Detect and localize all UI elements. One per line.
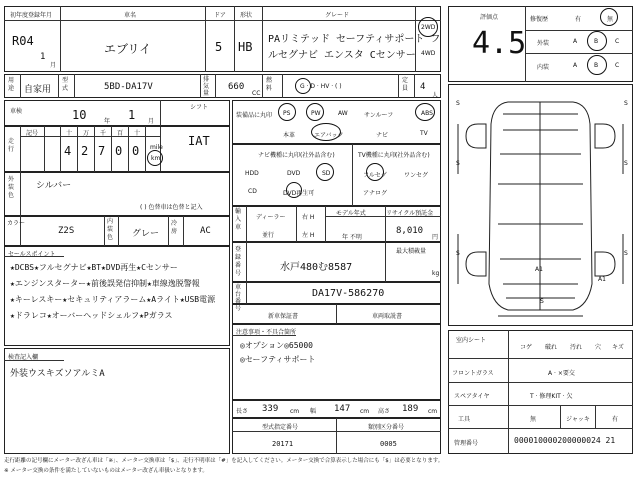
mileage-place-1: 万	[83, 130, 90, 137]
displacement-label: 排気量	[203, 76, 210, 97]
diagram-s-2: S	[624, 100, 628, 107]
inspection-year-unit: 年	[104, 118, 111, 125]
mileage-label: 走行	[8, 138, 15, 153]
model-no-value: 20171	[272, 440, 294, 448]
exterior-label: 外装	[537, 40, 550, 47]
sales-points-label: セールスポイント	[8, 251, 56, 258]
color-code-value: Z2S	[58, 226, 75, 236]
width-unit: cm	[360, 408, 370, 415]
inspector-notes	[4, 348, 230, 454]
footer-line1: 走行距離の記号欄にメーター改ざん車は「※」、メーター交換車は「$」、走行不明車は「#」を記入してください。メーター交換で合算表示した場合にも「$」は必要となります。	[4, 458, 444, 464]
score-value: 4.5	[472, 26, 527, 61]
drive-2wd-circle	[418, 17, 438, 37]
notes-label: 注意事項・不具合箇所	[236, 329, 297, 336]
height-unit: cm	[428, 408, 438, 415]
shift-label: シフト	[190, 104, 209, 111]
seat-opt-kizu: キズ	[612, 344, 624, 351]
navi-label: ナビ機種に丸印	[258, 152, 301, 159]
jack-label: ジャッキ	[566, 416, 590, 423]
navi-opt-cd: CD	[248, 188, 257, 195]
mileage-km-circle	[147, 150, 163, 166]
tv-note: (社外品含む)	[395, 152, 430, 159]
class-no-value: 0005	[380, 440, 397, 448]
height-label: 高さ	[378, 408, 391, 415]
sales-line-4: ★ドラレコ★オーバーヘッドシェルフ★Pガラス	[10, 311, 173, 320]
diagram-s-4: S	[624, 160, 628, 167]
equip-abs: ABS	[421, 110, 433, 117]
length-value: 339	[262, 404, 279, 414]
fuel-options: G · D · HV · ( )	[300, 83, 342, 90]
diagram-mark-a1-2: A1	[598, 276, 606, 283]
first-reg-year: R04	[12, 34, 34, 48]
length-label: 長さ	[236, 408, 249, 415]
import-parallel: 並行	[262, 232, 275, 239]
doors-label: ドア	[214, 12, 226, 19]
import-left: 左 H	[302, 232, 315, 239]
ac-label: 冷房	[171, 220, 178, 235]
spare-value: T · 修理KIT · 欠	[530, 393, 573, 400]
car-name-label: 車名	[124, 12, 137, 19]
recycle-label: リサイクル預託金	[386, 210, 434, 217]
first-reg-month-unit: 月	[50, 62, 57, 69]
chassis-label: 車台番号	[235, 284, 242, 312]
equip-pw-circle	[306, 103, 324, 121]
car-outline-svg	[448, 84, 633, 326]
model-year-label: モデル年式	[336, 210, 366, 217]
notes-line-1: ◎オプション◎65000	[240, 341, 313, 350]
equip-aw: AW	[338, 110, 348, 117]
max-load-label: 最大積載量	[396, 248, 427, 255]
sales-line-2: ★エンジンスターター★前後誤発信抑制★車線逸脱警報	[10, 279, 200, 288]
navi-dvdplay-circle	[286, 182, 302, 198]
equipment-label: 装備品に丸印	[236, 112, 273, 119]
interior-color-value: グレー	[132, 229, 160, 239]
doors-value: 5	[215, 40, 223, 54]
grade-line2: ルセグナビ エンスタ Cセンサー	[268, 50, 416, 61]
interior-opt-a: A	[573, 62, 578, 69]
fuel-label: 燃料	[266, 77, 273, 92]
inspection-month-unit: 月	[148, 118, 155, 125]
displacement-value: 660	[228, 82, 245, 92]
class-no-label: 類別区分番号	[368, 424, 405, 431]
diagram-s-3: S	[456, 160, 460, 167]
color-code-label: カラー	[7, 220, 26, 227]
mileage-place-4: 十	[134, 130, 141, 137]
diagram-s-5: S	[456, 250, 460, 257]
tools-value: 無	[530, 416, 537, 423]
color-label: 外装色	[8, 176, 15, 199]
width-label: 幅	[310, 408, 317, 415]
vehicle-manual: 車両取説書	[372, 313, 403, 320]
navi-opt-dvd-play: DVD再生可	[283, 190, 315, 197]
navi-opt-sd: SD	[322, 170, 331, 177]
repair-opt-no: 無	[607, 16, 614, 23]
front-glass-value: A · ×要交	[548, 370, 575, 377]
exterior-opt-b: B	[594, 38, 599, 45]
tv-opt-full: フルセグ	[363, 172, 387, 179]
displacement-unit: CC	[252, 90, 261, 97]
equip-sunroof: サンルーフ	[364, 112, 394, 119]
equip-abs-circle	[415, 103, 435, 121]
color-note: ( ) 色替車は色替と記入	[140, 204, 203, 211]
shift-value: IAT	[188, 134, 210, 148]
diagram-s-7: S	[540, 298, 544, 305]
car-name-value: エブリイ	[104, 42, 152, 56]
tv-label: TV機種に丸印	[358, 152, 396, 159]
drive-2wd: 2WD	[421, 24, 436, 31]
exterior-opt-a: A	[573, 38, 578, 45]
score-label: 評価点	[480, 14, 499, 21]
inspector-label: 検査記入欄	[8, 354, 39, 361]
fuel-g-circle	[295, 78, 311, 94]
inspection-label: 車検	[10, 108, 23, 115]
mileage-digit-1: 2	[81, 144, 89, 158]
mileage-mile: mile	[150, 144, 163, 151]
navi-note: (社外品含む)	[300, 152, 335, 159]
chassis-value: DA17V-586270	[312, 288, 385, 299]
diagram-s-6: S	[624, 250, 628, 257]
import-right: 右 H	[302, 214, 315, 221]
new-car-warranty: 新車保証書	[268, 313, 299, 320]
first-reg-label: 初年度登録年月	[10, 12, 53, 19]
import-dealer: ディーラー	[256, 214, 286, 221]
interior-color-label: 内装色	[107, 218, 114, 241]
max-load-unit: kg	[432, 270, 440, 277]
grade-line1: PAリミテッド セーフティサポート フ	[268, 34, 441, 45]
front-glass-label: フロントガラス	[452, 370, 494, 377]
mileage-digit-3: 0	[115, 144, 123, 158]
recycle-unit: 円	[432, 234, 439, 241]
footer-line2: ※ メーター交換の条件を満たしていないものはメーター改ざん車扱いとなります。	[4, 468, 208, 474]
spare-label: スペアタイヤ	[454, 393, 490, 400]
mileage-digit-2: 7	[98, 144, 106, 158]
seat-opt-yabure: 破れ	[545, 344, 558, 351]
interior-opt-c: C	[615, 62, 620, 69]
mgmt-label: 管理番号	[454, 440, 479, 447]
color-value: シルバー	[36, 181, 72, 191]
first-reg-month: 1	[40, 52, 46, 62]
interior-opt-b: B	[594, 62, 599, 69]
capacity-unit: 人	[432, 92, 439, 99]
mileage-digit-4: 0	[132, 144, 140, 158]
seat-opt-ana: 穴	[595, 344, 602, 351]
navi-opt-hdd: HDD	[245, 170, 259, 177]
tv-full-circle	[366, 163, 384, 181]
inspection-year: 10	[72, 108, 87, 122]
recycle-value: 8,010	[396, 226, 424, 236]
mileage-digit-0: 4	[64, 144, 72, 158]
ac-value: AC	[200, 226, 211, 236]
interior-label: 内装	[537, 64, 550, 71]
shape-value: HB	[238, 40, 253, 54]
length-unit: cm	[290, 408, 300, 415]
sales-line-3: ★キーレスキー★セキュリティアラーム★Aライト★USB電源	[10, 295, 216, 304]
mileage-place-0: 十	[66, 130, 73, 137]
equip-ps-circle	[278, 103, 296, 121]
seat-opt-koge: コゲ	[520, 344, 533, 351]
plate-label: 登録番号	[235, 246, 242, 277]
capacity-label: 定員	[402, 77, 409, 92]
equip-tv: TV	[420, 130, 428, 137]
sales-line-1: ★DCBS★フルセグナビ★BT★DVD再生★Cセンサー	[10, 263, 178, 272]
equip-navi: ナビ	[376, 132, 389, 139]
tv-opt-analog: アナログ	[363, 190, 388, 197]
exterior-opt-c: C	[615, 38, 620, 45]
model-no-label: 型式指定番号	[262, 424, 299, 431]
repair-label: 修復歴	[530, 16, 549, 23]
usage-value: 自家用	[24, 85, 52, 95]
interior-b-circle	[587, 55, 607, 75]
mgmt-value: 000010000200000024 21	[514, 436, 616, 445]
import-label: 輸入車	[235, 208, 242, 231]
type-value: 5BD-DA17V	[104, 82, 153, 92]
tools-label: 工具	[458, 416, 471, 423]
width-value: 147	[334, 404, 351, 414]
equip-airbag-circle	[311, 123, 341, 141]
plate-value: 水戸480む8587	[280, 262, 353, 273]
mileage-sub-label: 記号	[26, 130, 39, 137]
type-label: 型式	[62, 77, 69, 92]
usage-label: 用途	[8, 77, 15, 92]
drive-4wd: 4WD	[421, 50, 436, 57]
navi-opt-dvd: DVD	[287, 170, 301, 177]
repair-opt-yes: 有	[575, 16, 582, 23]
equip-leather: 本革	[283, 132, 296, 139]
grade-label: グレード	[325, 12, 350, 19]
model-year-value: 年 不明	[342, 234, 362, 241]
equip-airbag: エアバック	[314, 132, 344, 139]
inspector-value: 外装ウスキズソアルミA	[10, 369, 105, 379]
color-code-row	[4, 216, 230, 246]
equip-ps: PS	[283, 110, 291, 117]
jack-value: 有	[612, 416, 619, 423]
diagram-s-1: S	[456, 100, 460, 107]
mileage-place-3: 百	[117, 130, 124, 137]
height-value: 189	[402, 404, 419, 414]
seat-opt-yogore: 汚れ	[570, 344, 583, 351]
inspection-month: 1	[128, 108, 136, 122]
capacity-value: 4	[420, 82, 426, 92]
tv-opt-one: ワンセグ	[404, 172, 429, 179]
equip-pw: PW	[311, 110, 321, 117]
diagram-mark-a1-1: A1	[535, 266, 543, 273]
seat-label: 室内シート	[456, 337, 487, 344]
exterior-b-circle	[587, 31, 607, 51]
shape-label: 形状	[240, 12, 253, 19]
navi-sd-circle	[316, 163, 334, 181]
notes-line-2: ◎セーフティサポート	[240, 355, 316, 364]
mileage-unit: km	[151, 155, 161, 162]
repair-no-circle	[600, 8, 618, 26]
mileage-place-2: 千	[100, 130, 107, 137]
